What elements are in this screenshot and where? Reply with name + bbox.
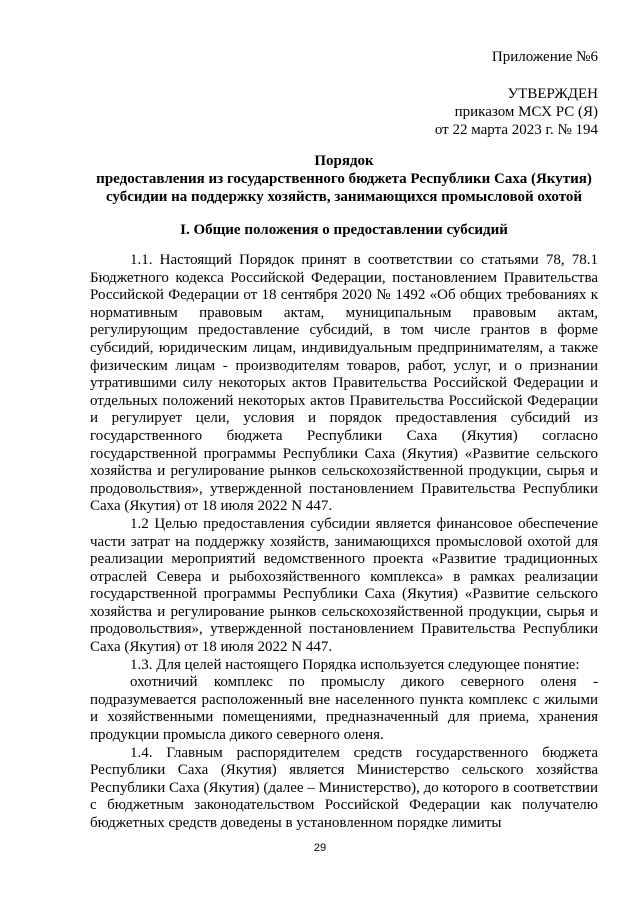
paragraph-1-4: 1.4. Главным распорядителем средств государственного бюджета Республики Саха (Якутия) является Министерство сельского хозяйства Республики Саха (Якутия) (далее – Министерство), до которого в соответствии с бюджетным законодательством Российской Федерации как получателю бюджетных средств доведены в установленном порядке лимиты	[90, 744, 598, 831]
page-number: 29	[313, 842, 327, 854]
section-heading: I. Общие положения о предоставлении субсидий	[180, 222, 508, 238]
paragraph-1-1: 1.1. Настоящий Порядок принят в соответствии со статьями 78, 78.1 Бюджетного кодекса Российской Федерации, постановлением Правительства Российской Федерации от 18 сентября 2020 № 1492 «Об общих требованиях к нормативным правовым актам, муниципальным правовым актам, регулирующим предоставление субсидий, в том числе грантов в форме субсидий, юридическим лицам, индивидуальным предпринимателям, а также физическим лицам - производителям товаров, работ, услуг, и о признании утратившими силу некоторых актов Правительства Российской Федерации и отдельных положений некоторых актов Правительства Российской Федерации и регулирует цели, условия и порядок предоставления субсидий из государственного бюджета Республики Саха (Якутия) согласно государственной программы Республики Саха (Якутия) «Развитие сельского хозяйства и регулирование рынков сельскохозяйственной продукции, сырья и продовольствия», утвержденной постановлением Правительства Республики Саха (Якутия) от 18 июля 2022 N 447.	[90, 252, 598, 515]
order-reference: приказом МСХ РС (Я)	[454, 104, 598, 120]
approved-label: УТВЕРЖДЕН	[507, 86, 598, 102]
document-body	[90, 252, 598, 833]
definition-paragraph: охотничий комплекс по промыслу дикого северного оленя - подразумевается расположенный вне населенного пункта комплекс с жилыми и хозяйственными помещениями, предназначенный для приема, хранения продукции промысла дикого северного оленя.	[90, 674, 598, 744]
document-subtitle-line1: предоставления из государственного бюджета Республики Саха (Якутия)	[96, 171, 592, 187]
paragraph-1-2: 1.2 Целью предоставления субсидии является финансовое обеспечение части затрат на поддержку хозяйств, занимающихся промысловой охотой для реализации мероприятий ведомственного проекта «Развитие традиционных отраслей Севера и рыбохозяйственного комплекса» в рамках реализации государственной программы Республики Саха (Якутия) «Развитие сельского хозяйства и регулирование рынков сельскохозяйственной продукции, сырья и продовольствия», утвержденной постановлением Правительства Республики Саха (Якутия) от 18 июля 2022 N 447.	[90, 515, 598, 656]
appendix-label: Приложение №6	[491, 49, 598, 65]
document-title: Порядок	[314, 153, 374, 169]
order-date: от 22 марта 2023 г. № 194	[434, 122, 598, 138]
document-subtitle-line2: субсидии на поддержку хозяйств, занимающихся промысловой охотой	[105, 189, 583, 205]
paragraph-1-3: 1.3. Для целей настоящего Порядка используется следующее понятие:	[130, 656, 580, 673]
